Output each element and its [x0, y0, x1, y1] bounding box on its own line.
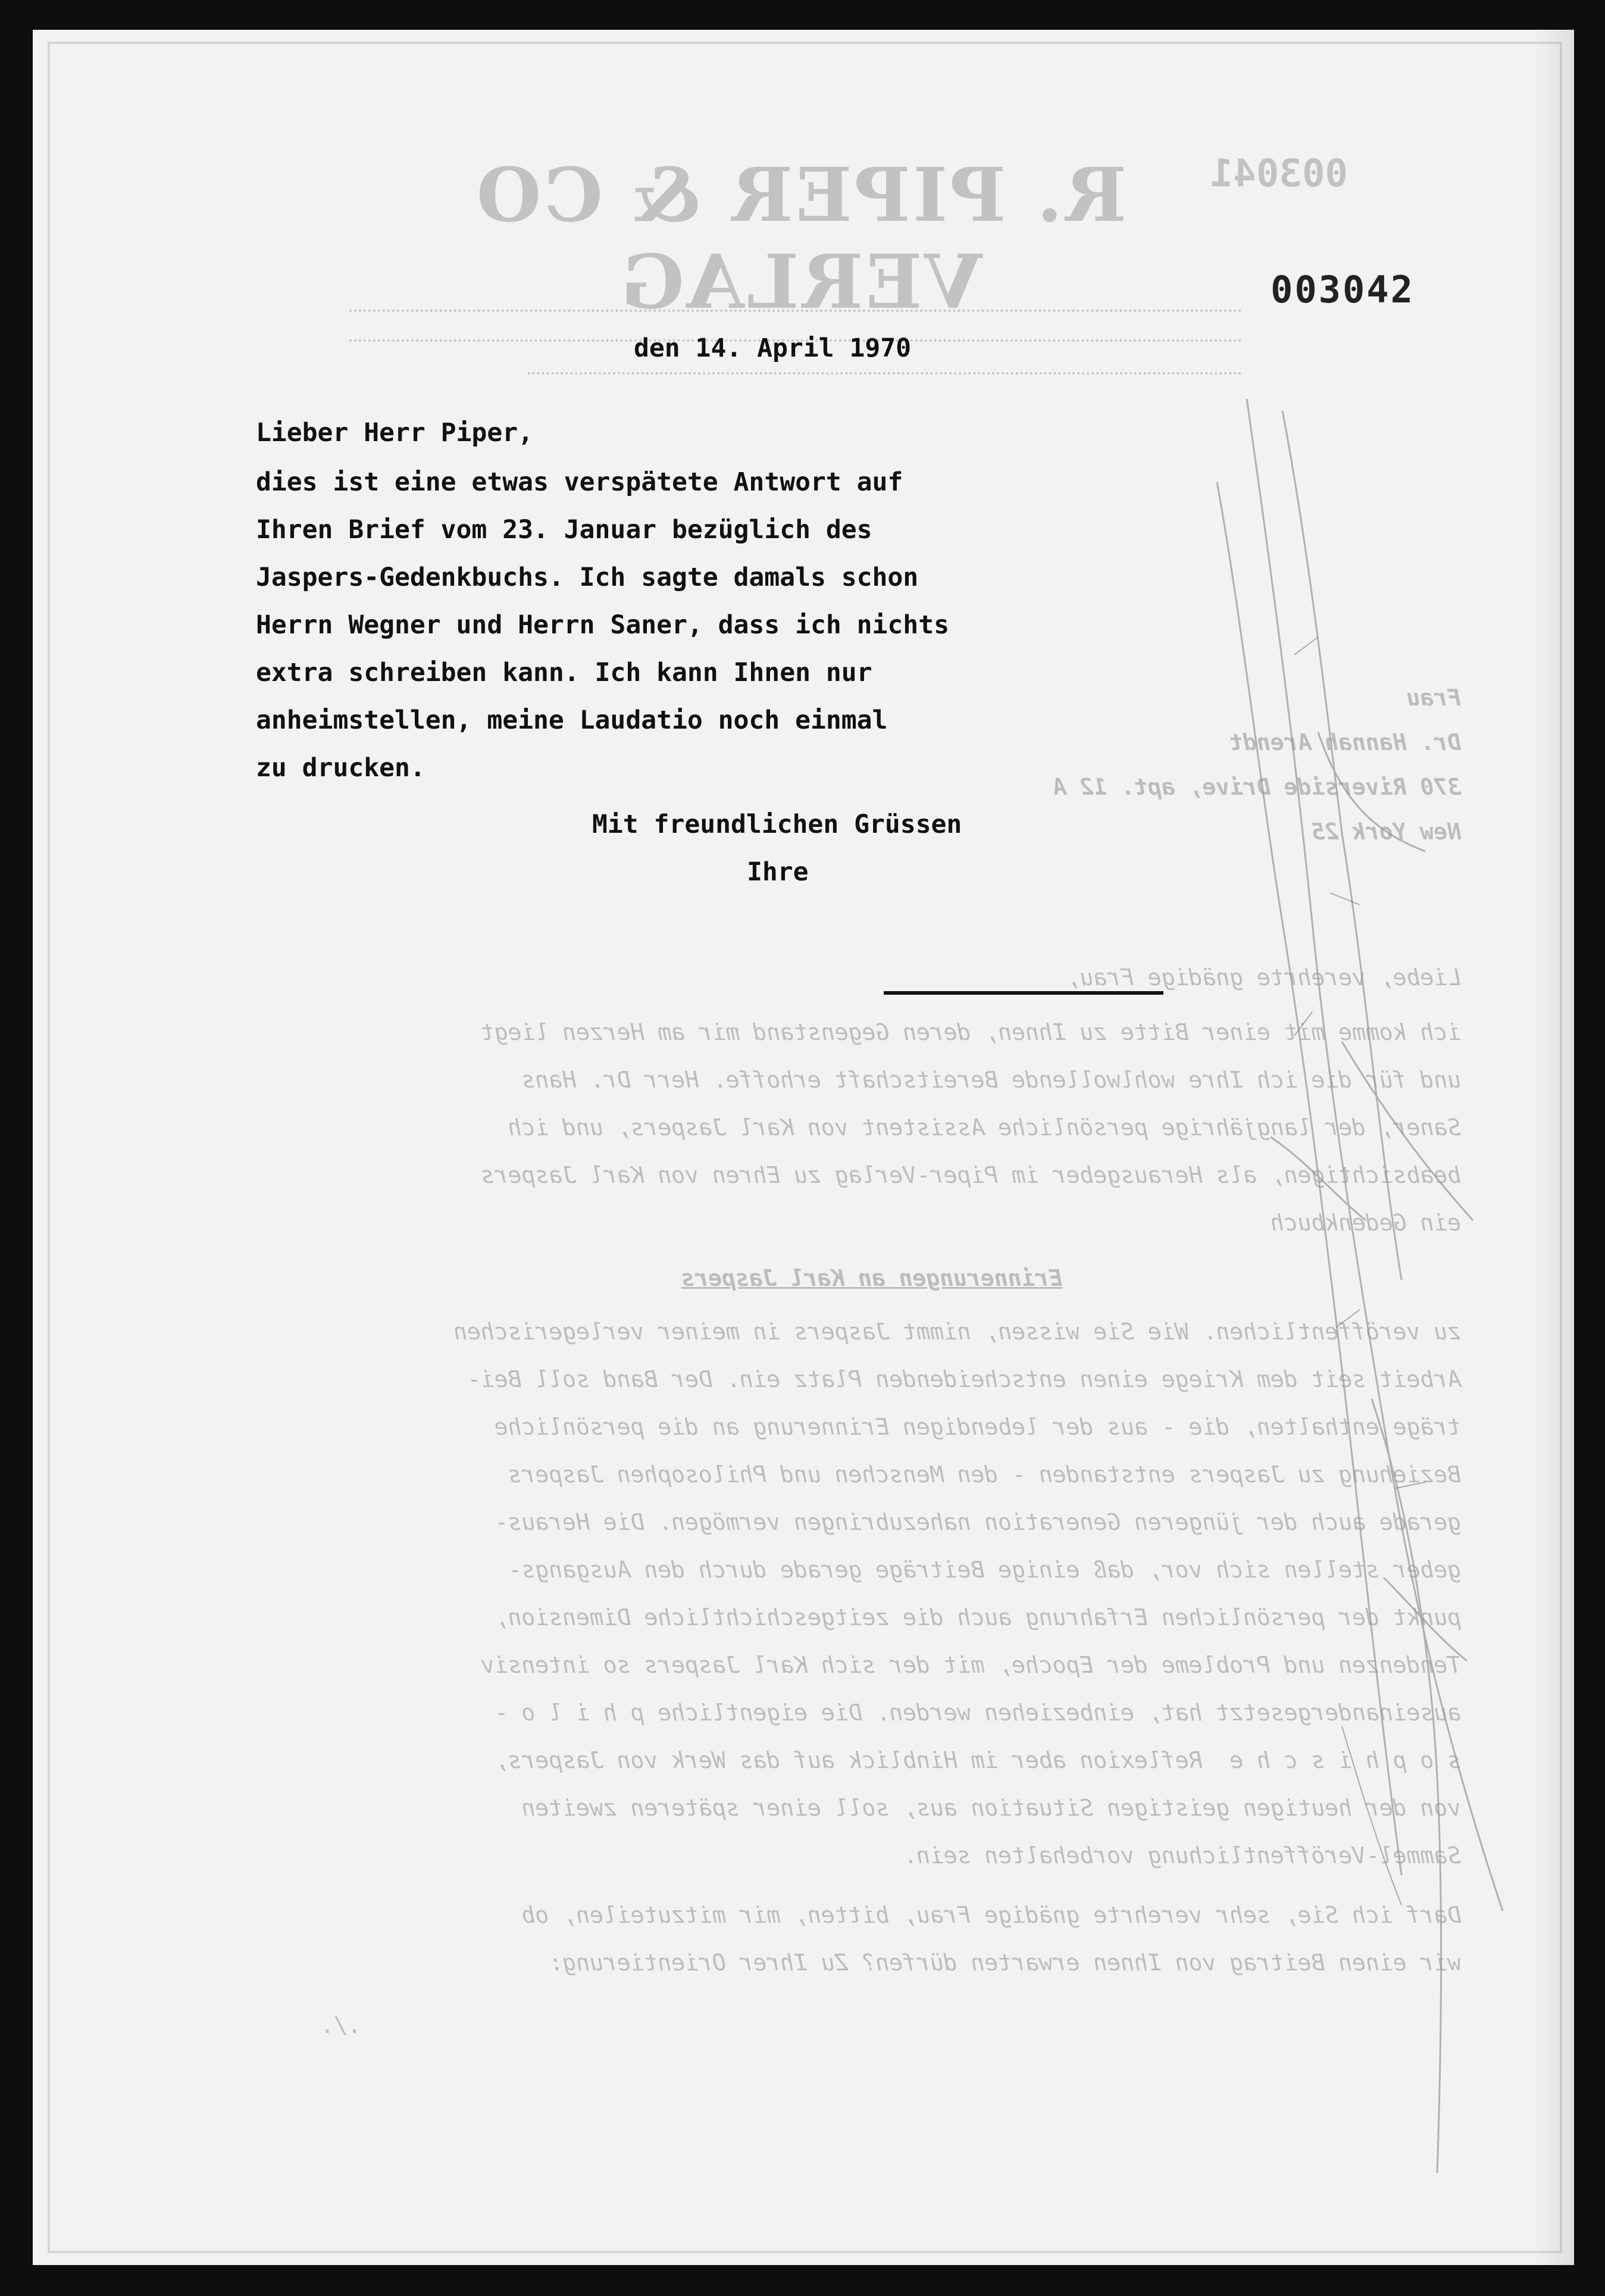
bleed-paragraph-line: ein Gedenkbuch — [1270, 1210, 1461, 1236]
bleed-paragraph-line: auseinandergesetzt hat, einbeziehen werden. Die eigentliche p h i l o - — [494, 1700, 1461, 1726]
bleed-book-title: Erinnerungen an Karl Jaspers — [681, 1265, 1062, 1291]
letterhead-number: 003041 — [1210, 152, 1348, 196]
document-page — [33, 30, 1574, 2265]
letter-body-line: zu drucken. — [256, 753, 426, 783]
bleed-paragraph-line: Tendenzen und Probleme der Epoche, mit der sich Karl Jaspers so intensiv — [480, 1652, 1461, 1678]
letter-body-line: Ihren Brief vom 23. Januar bezüglich des — [256, 515, 872, 545]
bleed-salutation: Liebe, verehrte gnädige Frau, — [1066, 964, 1461, 991]
bleed-paragraph-line: zu veröffentlichen. Wie Sie wissen, nimmt Jaspers in meiner verlegerischen — [453, 1319, 1461, 1345]
bleed-paragraph-line: träge enthalten, die - aus der lebendigen Erinnerung an die persönliche — [494, 1414, 1461, 1440]
bleed-paragraph-line: Arbeit seit dem Kriege einen entscheidenden Platz ein. Der Band soll Bei- — [467, 1366, 1461, 1392]
bleed-paragraph-line: von der heutigen geistigen Situation aus, soll einer späteren zweiten — [521, 1795, 1461, 1821]
bleed-paragraph-line: geber stellen sich vor, daß einige Beiträge gerade durch den Ausgangs- — [508, 1557, 1461, 1583]
letter-date: den 14. April 1970 — [634, 333, 911, 363]
letter-body-line: dies ist eine etwas verspätete Antwort auf — [256, 467, 903, 497]
bleed-paragraph-line: Darf ich Sie, sehr verehrte gnädige Frau, bitten, mir mitzuteilen, ob — [521, 1902, 1461, 1928]
letter-closing: Mit freundlichen Grüssen — [592, 810, 962, 839]
bleed-paragraph-line: Saner, der langjährige persönliche Assistent von Karl Jaspers, und ich — [508, 1114, 1461, 1141]
address-line: Dr. Hannah Arendt — [1229, 729, 1461, 755]
document-number: 003042 — [1271, 268, 1415, 311]
letter-body-line: Herrn Wegner und Herrn Saner, dass ich nichts — [256, 610, 949, 640]
bleed-paragraph-line: Sammel-Veröffentlichung vorbehalten sein. — [903, 1842, 1461, 1869]
bleed-paragraph-line: beabsichtigen, als Herausgeber im Piper-Verlag zu Ehren von Karl Jaspers — [480, 1162, 1461, 1188]
letter-body-line: extra schreiben kann. Ich kann Ihnen nur — [256, 658, 872, 688]
letter-body-line: anheimstellen, meine Laudatio noch einmal — [256, 705, 888, 735]
bleed-paragraph-line: s o p h i s c h e Reflexion aber im Hinblick auf das Werk von Jaspers, — [494, 1747, 1461, 1773]
letter-body-line: Jaspers-Gedenkbuchs. Ich sagte damals schon — [256, 563, 919, 592]
address-line: New York 25 — [1311, 819, 1461, 845]
bleed-paragraph-line: Beziehung zu Jaspers entstanden - den Menschen und Philosophen Jaspers — [508, 1461, 1461, 1488]
film-scratches — [33, 30, 1574, 2265]
address-line: Frau — [1406, 685, 1461, 711]
letter-salutation: Lieber Herr Piper, — [256, 418, 533, 448]
address-line: 370 Riverside Drive, apt. 12 A — [1052, 774, 1461, 800]
bleed-paragraph-line: gerade auch der jüngeren Generation nahezubringen vermögen. Die Heraus- — [494, 1509, 1461, 1535]
bleed-paragraph-line: ich komme mit einer Bitte zu Ihnen, deren Gegenstand mir am Herzen liegt — [480, 1019, 1461, 1045]
bleed-paragraph-line: wir einen Beitrag von Ihnen erwarten dürfen? Zu Ihrer Orientierung: — [549, 1950, 1461, 1976]
bleed-paragraph-line: punkt der persönlichen Erfahrung auch die zeitgeschichtliche Dimension, — [494, 1604, 1461, 1630]
bleed-paragraph-line: und für die ich Ihre wohlwollende Bereitschaft erhoffe. Herr Dr. Hans — [521, 1067, 1461, 1093]
letterhead-logo: R. PIPER & CO VERLAG — [474, 152, 1127, 326]
letter-signature: Ihre — [747, 857, 809, 887]
continuation-mark: ./. — [319, 2012, 360, 2038]
